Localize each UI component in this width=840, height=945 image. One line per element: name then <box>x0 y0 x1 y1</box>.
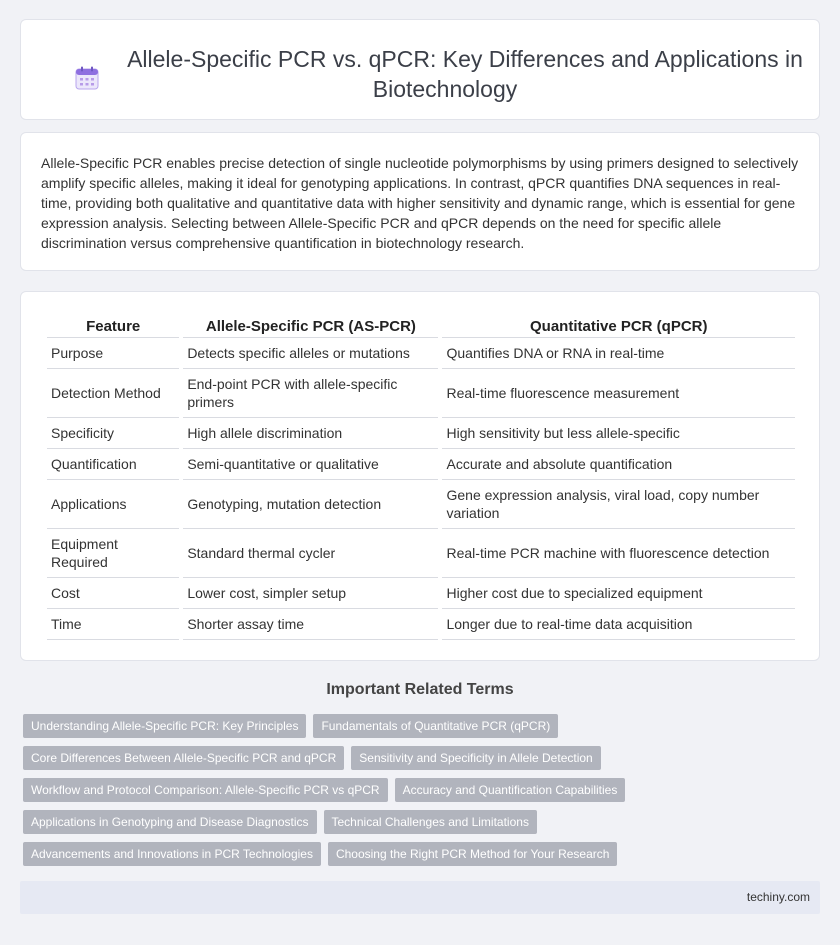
table-row <box>47 529 795 578</box>
related-term-tag[interactable]: Advancements and Innovations in PCR Technologies <box>23 842 321 866</box>
footer-site-link[interactable]: techiny.com <box>746 890 810 904</box>
table-cell-qpcr: Accurate and absolute quantification <box>442 449 795 480</box>
related-term-tag[interactable]: Workflow and Protocol Comparison: Allele-Specific PCR vs qPCR <box>23 778 388 802</box>
table-cell-qpcr: Longer due to real-time data acquisition <box>442 609 795 640</box>
related-term-tag[interactable]: Understanding Allele-Specific PCR: Key Principles <box>23 714 306 738</box>
table-cell-feature: Detection Method <box>47 369 179 418</box>
related-term-tag[interactable]: Fundamentals of Quantitative PCR (qPCR) <box>313 714 558 738</box>
intro-card <box>20 132 820 271</box>
related-terms-list <box>23 714 823 874</box>
table-row <box>47 369 795 418</box>
table-row <box>47 418 795 449</box>
table-cell-feature: Quantification <box>47 449 179 480</box>
tag-row <box>23 778 823 802</box>
footer <box>20 881 820 914</box>
table-cell-qpcr: Real-time fluorescence measurement <box>442 369 795 418</box>
comparison-table <box>43 314 799 640</box>
related-term-tag[interactable]: Sensitivity and Specificity in Allele Detection <box>351 746 600 770</box>
table-header-as-pcr: Allele-Specific PCR (AS-PCR) <box>183 314 438 338</box>
table-cell-qpcr: Gene expression analysis, viral load, copy number variation <box>442 480 795 529</box>
table-cell-qpcr: Real-time PCR machine with fluorescence detection <box>442 529 795 578</box>
intro-paragraph: Allele-Specific PCR enables precise detection of single nucleotide polymorphisms by using primers designed to selectively amplify specific alleles, making it ideal for genotyping applications. In contrast, qPCR quantifies DNA sequences in real-time, providing both qualitative and quantitative data with higher sensitivity and dynamic range, which is essential for gene expression analysis. Selecting between Allele-Specific PCR and qPCR depends on the need for specific allele discrimination versus comprehensive quantification in biotechnology research. <box>41 155 799 251</box>
related-term-tag[interactable]: Core Differences Between Allele-Specific PCR and qPCR <box>23 746 344 770</box>
table-row <box>47 449 795 480</box>
table-cell-as-pcr: Shorter assay time <box>183 609 438 640</box>
table-cell-qpcr: Quantifies DNA or RNA in real-time <box>442 338 795 369</box>
table-cell-as-pcr: Semi-quantitative or qualitative <box>183 449 438 480</box>
table-cell-qpcr: High sensitivity but less allele-specific <box>442 418 795 449</box>
table-row <box>47 338 795 369</box>
related-term-tag[interactable]: Applications in Genotyping and Disease Diagnostics <box>23 810 317 834</box>
table-row <box>47 480 795 529</box>
title-card <box>20 19 820 120</box>
comparison-card <box>20 291 820 661</box>
table-cell-as-pcr: High allele discrimination <box>183 418 438 449</box>
tag-row <box>23 746 823 770</box>
table-cell-as-pcr: End-point PCR with allele-specific primers <box>183 369 438 418</box>
table-cell-feature: Specificity <box>47 418 179 449</box>
related-term-tag[interactable]: Technical Challenges and Limitations <box>324 810 537 834</box>
table-cell-feature: Purpose <box>47 338 179 369</box>
tag-row <box>23 842 823 866</box>
table-cell-feature: Cost <box>47 578 179 609</box>
related-terms-heading: Important Related Terms <box>326 681 514 698</box>
table-header-qpcr: Quantitative PCR (qPCR) <box>442 314 795 338</box>
table-cell-feature: Equipment Required <box>47 529 179 578</box>
page-title: Allele-Specific PCR vs. qPCR: Key Differences and Applications in Biotechnology <box>127 46 803 102</box>
table-cell-as-pcr: Genotyping, mutation detection <box>183 480 438 529</box>
table-header-row <box>47 314 795 338</box>
table-cell-as-pcr: Lower cost, simpler setup <box>183 578 438 609</box>
table-row <box>47 578 795 609</box>
tag-row <box>23 714 823 738</box>
tag-row <box>23 810 823 834</box>
table-cell-as-pcr: Detects specific alleles or mutations <box>183 338 438 369</box>
table-cell-feature: Applications <box>47 480 179 529</box>
table-cell-as-pcr: Standard thermal cycler <box>183 529 438 578</box>
table-row <box>47 609 795 640</box>
table-cell-feature: Time <box>47 609 179 640</box>
table-header-feature: Feature <box>47 314 179 338</box>
table-cell-qpcr: Higher cost due to specialized equipment <box>442 578 795 609</box>
related-term-tag[interactable]: Accuracy and Quantification Capabilities <box>395 778 626 802</box>
related-term-tag[interactable]: Choosing the Right PCR Method for Your Research <box>328 842 618 866</box>
